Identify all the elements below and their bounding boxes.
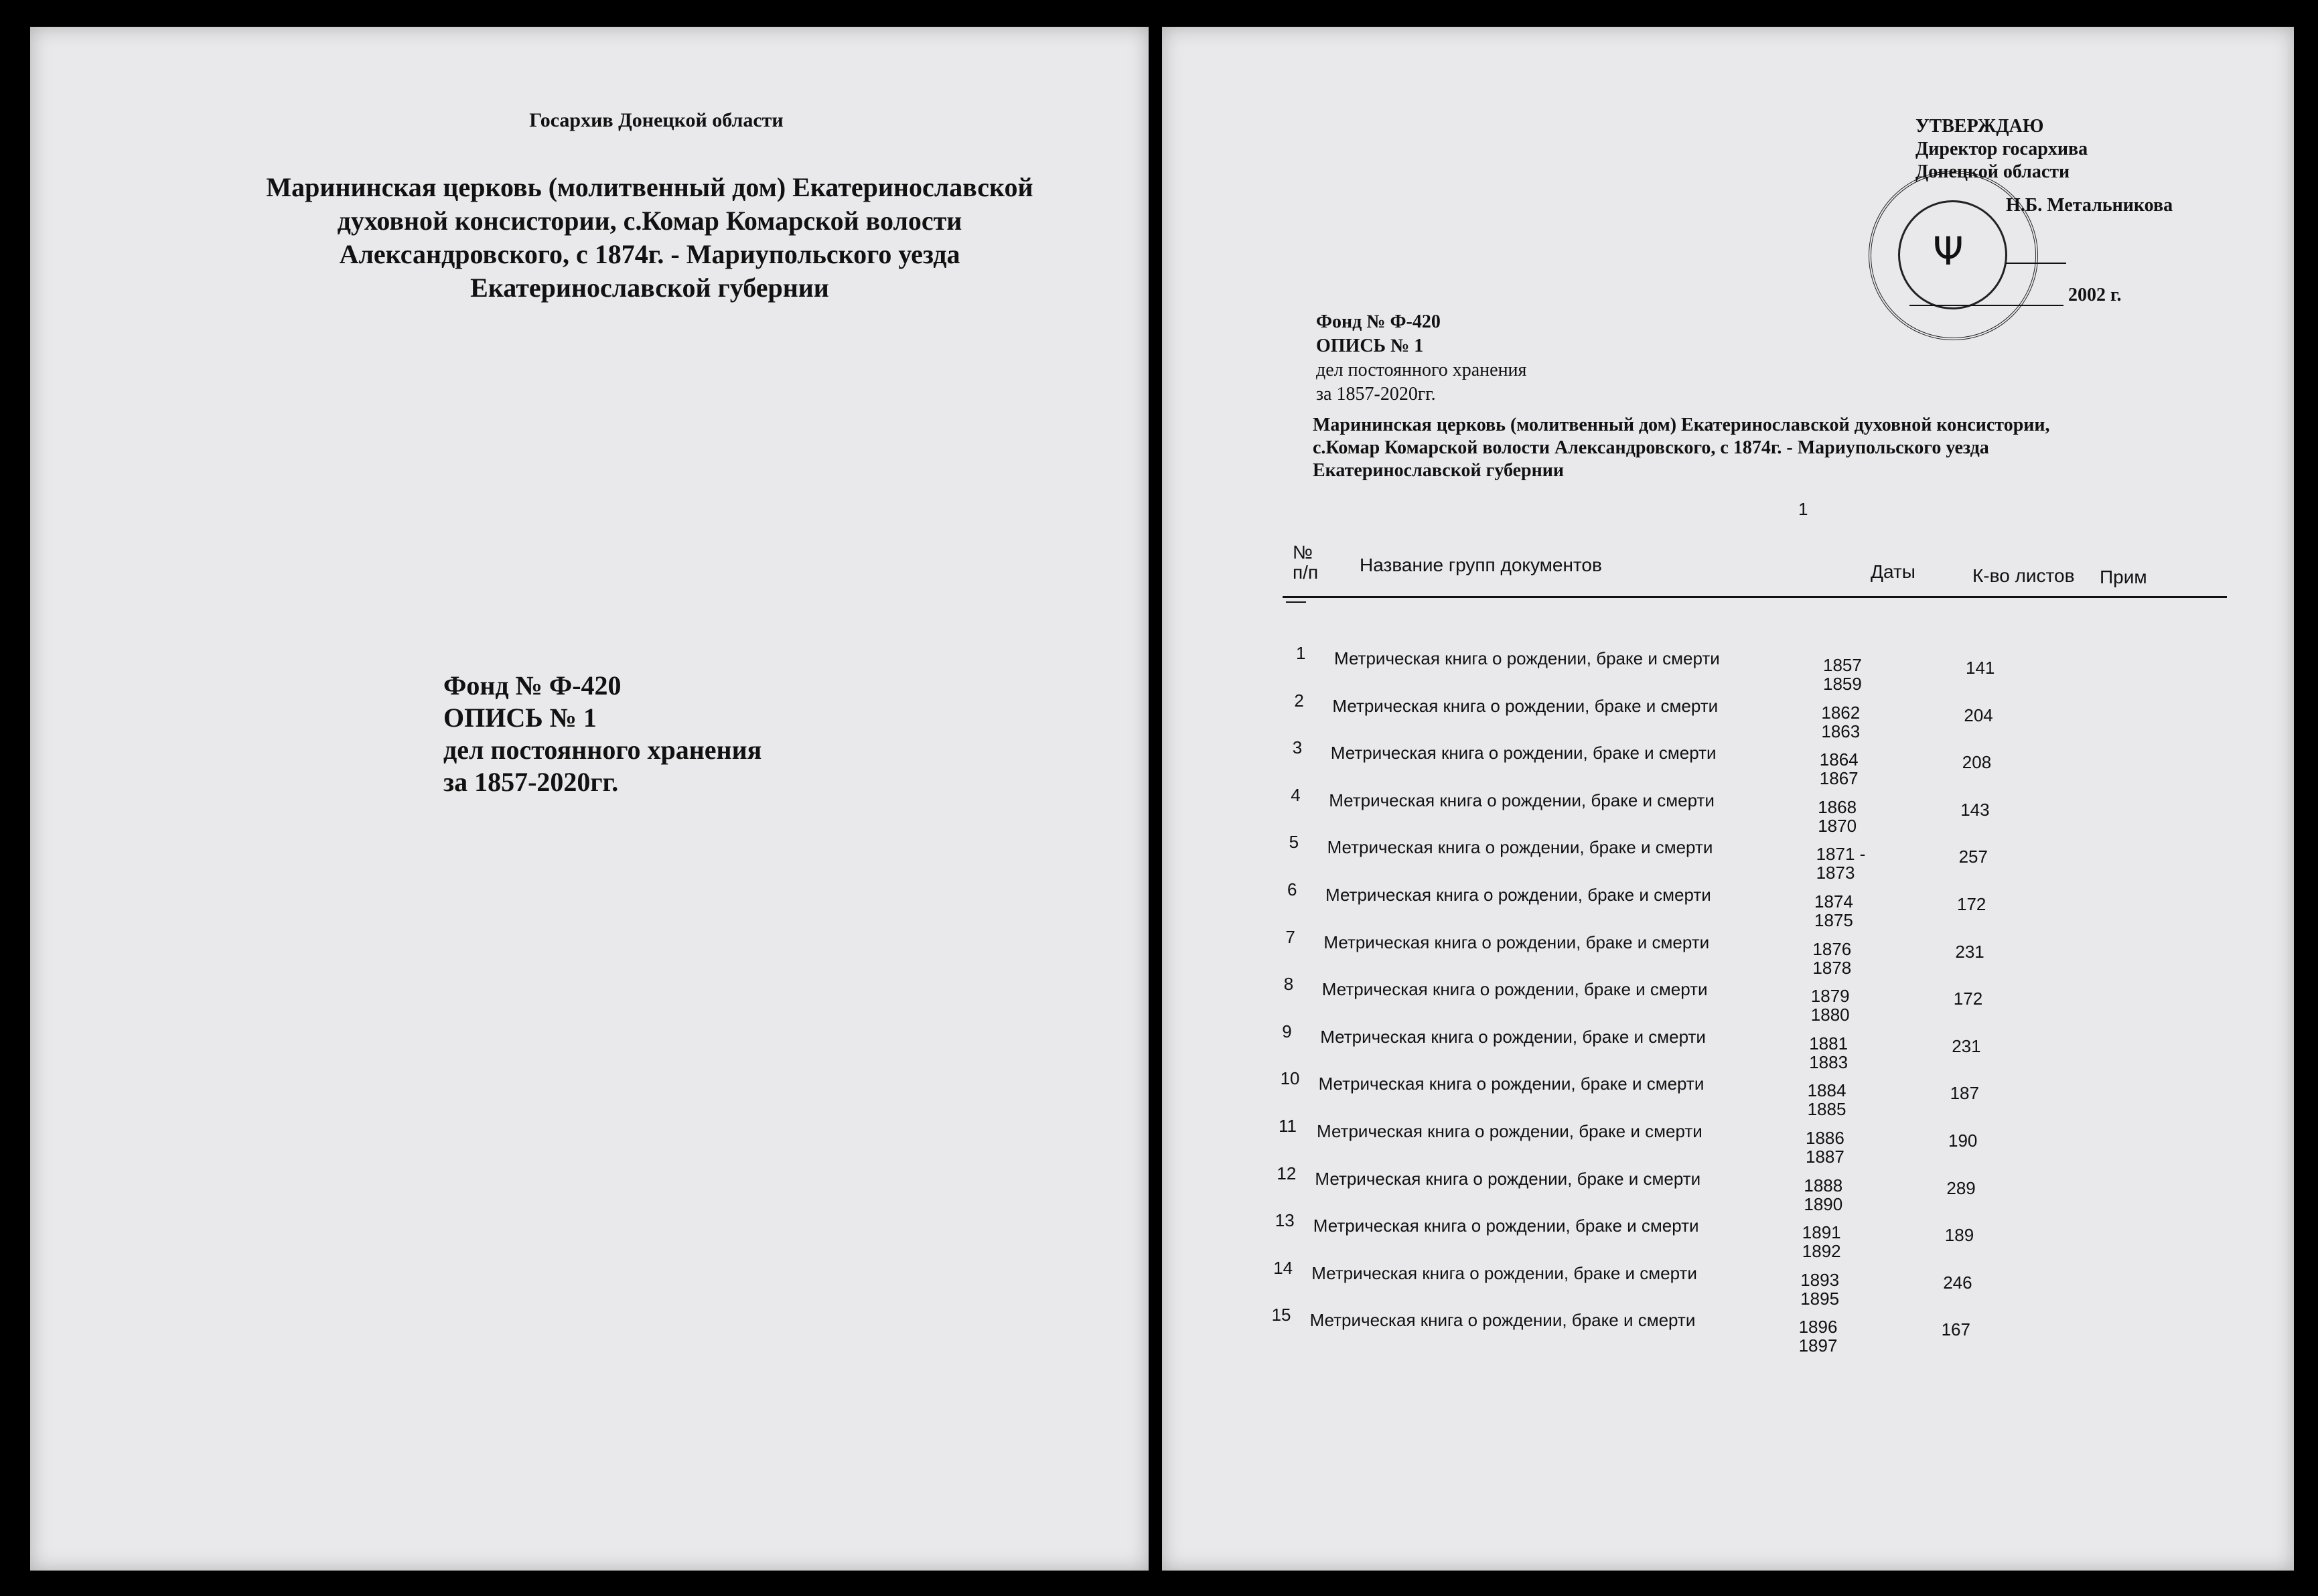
row-document-name: Метрическая книга о рождении, браке и смерти bbox=[1309, 1310, 1696, 1331]
row-date-from: 1864 bbox=[1819, 749, 1859, 770]
row-document-name: Метрическая книга о рождении, браке и смерти bbox=[1325, 885, 1711, 905]
row-sheet-count: 289 bbox=[1946, 1177, 1976, 1198]
right-page bbox=[1162, 27, 2294, 1571]
fund-description bbox=[1313, 414, 2250, 482]
table-row bbox=[1289, 832, 2160, 883]
fond-number: Фонд № Ф-420 bbox=[1316, 311, 1441, 332]
row-number: 5 bbox=[1289, 832, 1299, 853]
fund-title-line: духовной консистории, с.Комар Комарской волости bbox=[337, 206, 962, 236]
row-date-from: 1868 bbox=[1818, 796, 1857, 817]
inventory-number: ОПИСЬ № 1 bbox=[1316, 336, 1424, 356]
row-date-from: 1881 bbox=[1809, 1033, 1849, 1054]
row-number: 9 bbox=[1282, 1021, 1292, 1041]
row-document-name: Метрическая книга о рождении, браке и смерти bbox=[1323, 932, 1710, 952]
storage-type: дел постоянного хранения bbox=[443, 735, 762, 765]
row-sheet-count: 204 bbox=[1964, 705, 1993, 725]
row-number: 8 bbox=[1283, 974, 1294, 995]
fund-description-line: Марининская церковь (молитвенный дом) Екатеринославской духовной консистории, bbox=[1313, 415, 2050, 435]
table-row bbox=[1296, 643, 2167, 694]
row-sheet-count: 167 bbox=[1941, 1319, 1970, 1340]
approval-position: Директор госархива bbox=[1915, 139, 2088, 159]
header-number-abbr: п/п bbox=[1293, 562, 1319, 583]
row-sheet-count: 187 bbox=[1950, 1083, 1979, 1104]
row-sheet-count: 190 bbox=[1948, 1131, 1978, 1151]
row-sheet-count: 141 bbox=[1966, 658, 1995, 678]
fund-description-line: Екатеринославской губернии bbox=[1313, 460, 1564, 481]
table-row bbox=[1292, 737, 2163, 789]
date-range: за 1857-2020гг. bbox=[443, 767, 619, 797]
row-number: 14 bbox=[1273, 1257, 1293, 1278]
row-number: 13 bbox=[1275, 1210, 1295, 1231]
row-date-to: 1892 bbox=[1802, 1241, 1841, 1262]
header-sheets: К-во листов bbox=[1972, 565, 2075, 586]
row-document-name: Метрическая книга о рождении, браке и смерти bbox=[1321, 979, 1708, 1000]
row-number: 3 bbox=[1292, 737, 1303, 758]
row-sheet-count: 172 bbox=[1957, 894, 1986, 914]
row-number: 15 bbox=[1271, 1305, 1291, 1325]
row-document-name: Метрическая книга о рождении, браке и смерти bbox=[1320, 1026, 1706, 1047]
row-sheet-count: 208 bbox=[1962, 752, 1992, 773]
archive-name: Госархив Донецкой области bbox=[529, 109, 784, 131]
row-date-to: 1873 bbox=[1816, 863, 1855, 883]
row-sheet-count: 143 bbox=[1960, 799, 1990, 820]
approval-signer: Н.Б. Метальникова bbox=[2006, 195, 2173, 216]
row-date-to: 1870 bbox=[1818, 815, 1857, 836]
row-document-name: Метрическая книга о рождении, браке и смерти bbox=[1334, 648, 1720, 668]
fund-description-line: с.Комар Комарской волости Александровского, с 1874г. - Мариупольского уезда bbox=[1313, 437, 1989, 458]
row-number: 10 bbox=[1280, 1068, 1300, 1089]
table-row bbox=[1273, 1257, 2144, 1309]
fond-info bbox=[443, 670, 762, 798]
row-document-name: Метрическая книга о рождении, браке и смерти bbox=[1332, 695, 1719, 716]
approval-year: 2002 г. bbox=[2068, 285, 2122, 305]
row-date-from: 1871 - bbox=[1816, 844, 1866, 865]
table-row bbox=[1285, 926, 2156, 978]
inventory-number: ОПИСЬ № 1 bbox=[443, 703, 597, 733]
fund-title-line: Александровского, с 1874г. - Мариупольского уезда bbox=[339, 239, 960, 269]
table-row bbox=[1277, 1163, 2147, 1214]
row-date-from: 1874 bbox=[1814, 891, 1853, 912]
approval-heading: УТВЕРЖДАЮ bbox=[1915, 116, 2044, 137]
row-document-name: Метрическая книга о рождении, браке и смерти bbox=[1315, 1168, 1701, 1189]
row-sheet-count: 189 bbox=[1944, 1225, 1974, 1246]
row-date-to: 1885 bbox=[1807, 1099, 1846, 1120]
row-date-from: 1888 bbox=[1804, 1175, 1843, 1195]
fund-title-line: Марининская церковь (молитвенный дом) Екатеринославской bbox=[266, 172, 1033, 202]
row-date-to: 1883 bbox=[1809, 1051, 1849, 1072]
trident-icon: Ψ bbox=[1933, 228, 1964, 274]
page-number: 1 bbox=[1798, 499, 1808, 519]
row-date-from: 1884 bbox=[1807, 1080, 1846, 1101]
row-number: 1 bbox=[1296, 643, 1306, 663]
row-date-to: 1878 bbox=[1812, 957, 1852, 978]
row-document-name: Метрическая книга о рождении, браке и смерти bbox=[1313, 1216, 1699, 1236]
storage-type: дел постоянного хранения bbox=[1316, 360, 1527, 380]
header-number bbox=[1293, 542, 1318, 583]
row-number: 11 bbox=[1279, 1116, 1297, 1136]
row-date-to: 1859 bbox=[1823, 674, 1862, 694]
table-row bbox=[1279, 1116, 2149, 1167]
row-date-to: 1880 bbox=[1810, 1005, 1850, 1025]
row-sheet-count: 172 bbox=[1953, 989, 1983, 1009]
signature-line bbox=[2006, 263, 2066, 264]
header-note: Прим bbox=[2100, 567, 2147, 587]
row-date-from: 1879 bbox=[1810, 986, 1850, 1007]
header-dash bbox=[1286, 601, 1306, 603]
row-number: 7 bbox=[1285, 926, 1295, 947]
fund-title bbox=[30, 171, 1269, 305]
row-date-from: 1857 bbox=[1823, 655, 1862, 675]
table-row bbox=[1280, 1068, 2151, 1120]
row-date-to: 1890 bbox=[1804, 1193, 1843, 1214]
table-header bbox=[1283, 522, 2227, 598]
table-row bbox=[1275, 1210, 2146, 1262]
table-row bbox=[1271, 1305, 2143, 1356]
row-date-from: 1896 bbox=[1798, 1317, 1838, 1337]
row-number: 6 bbox=[1287, 879, 1297, 899]
row-date-to: 1887 bbox=[1806, 1147, 1844, 1167]
header-number-symbol: № bbox=[1293, 542, 1313, 563]
fund-title-line: Екатеринославской губернии bbox=[470, 273, 829, 303]
row-date-from: 1862 bbox=[1821, 702, 1861, 723]
approval-organization: Донецкой области bbox=[1915, 161, 2070, 182]
row-document-name: Метрическая книга о рождении, браке и смерти bbox=[1330, 743, 1717, 764]
row-document-name: Метрическая книга о рождении, браке и смерти bbox=[1318, 1074, 1705, 1094]
fond-number: Фонд № Ф-420 bbox=[443, 670, 622, 701]
row-document-name: Метрическая книга о рождении, браке и смерти bbox=[1327, 837, 1713, 858]
row-date-from: 1886 bbox=[1806, 1128, 1844, 1148]
row-sheet-count: 231 bbox=[1952, 1035, 1981, 1056]
fond-info-right bbox=[1316, 310, 1526, 407]
row-date-to: 1897 bbox=[1798, 1335, 1838, 1356]
row-document-name: Метрическая книга о рождении, браке и смерти bbox=[1317, 1121, 1703, 1141]
table-row bbox=[1291, 784, 2161, 836]
row-date-to: 1867 bbox=[1819, 768, 1859, 789]
row-date-to: 1863 bbox=[1821, 721, 1861, 741]
table-row bbox=[1282, 1021, 2153, 1072]
row-date-from: 1876 bbox=[1812, 938, 1852, 959]
approval-block bbox=[1915, 115, 2173, 217]
table-row bbox=[1294, 690, 2165, 741]
table-row bbox=[1287, 879, 2158, 930]
date-line bbox=[1909, 305, 2063, 306]
row-sheet-count: 257 bbox=[1958, 847, 1988, 867]
row-sheet-count: 246 bbox=[1943, 1272, 1972, 1293]
header-dates: Даты bbox=[1871, 561, 1915, 582]
row-sheet-count: 231 bbox=[1955, 941, 1984, 962]
left-page bbox=[30, 27, 1149, 1571]
row-document-name: Метрическая книга о рождении, браке и смерти bbox=[1329, 790, 1715, 810]
header-name: Название групп документов bbox=[1360, 555, 1602, 575]
row-date-from: 1891 bbox=[1802, 1222, 1841, 1243]
row-number: 4 bbox=[1291, 784, 1301, 805]
row-date-to: 1895 bbox=[1800, 1288, 1840, 1309]
row-number: 12 bbox=[1277, 1163, 1297, 1183]
row-document-name: Метрическая книга о рождении, браке и смерти bbox=[1311, 1262, 1697, 1283]
date-range: за 1857-2020гг. bbox=[1316, 384, 1436, 405]
table-row bbox=[1283, 974, 2155, 1025]
row-number: 2 bbox=[1294, 690, 1304, 711]
row-date-from: 1893 bbox=[1800, 1269, 1840, 1290]
row-date-to: 1875 bbox=[1814, 910, 1853, 930]
